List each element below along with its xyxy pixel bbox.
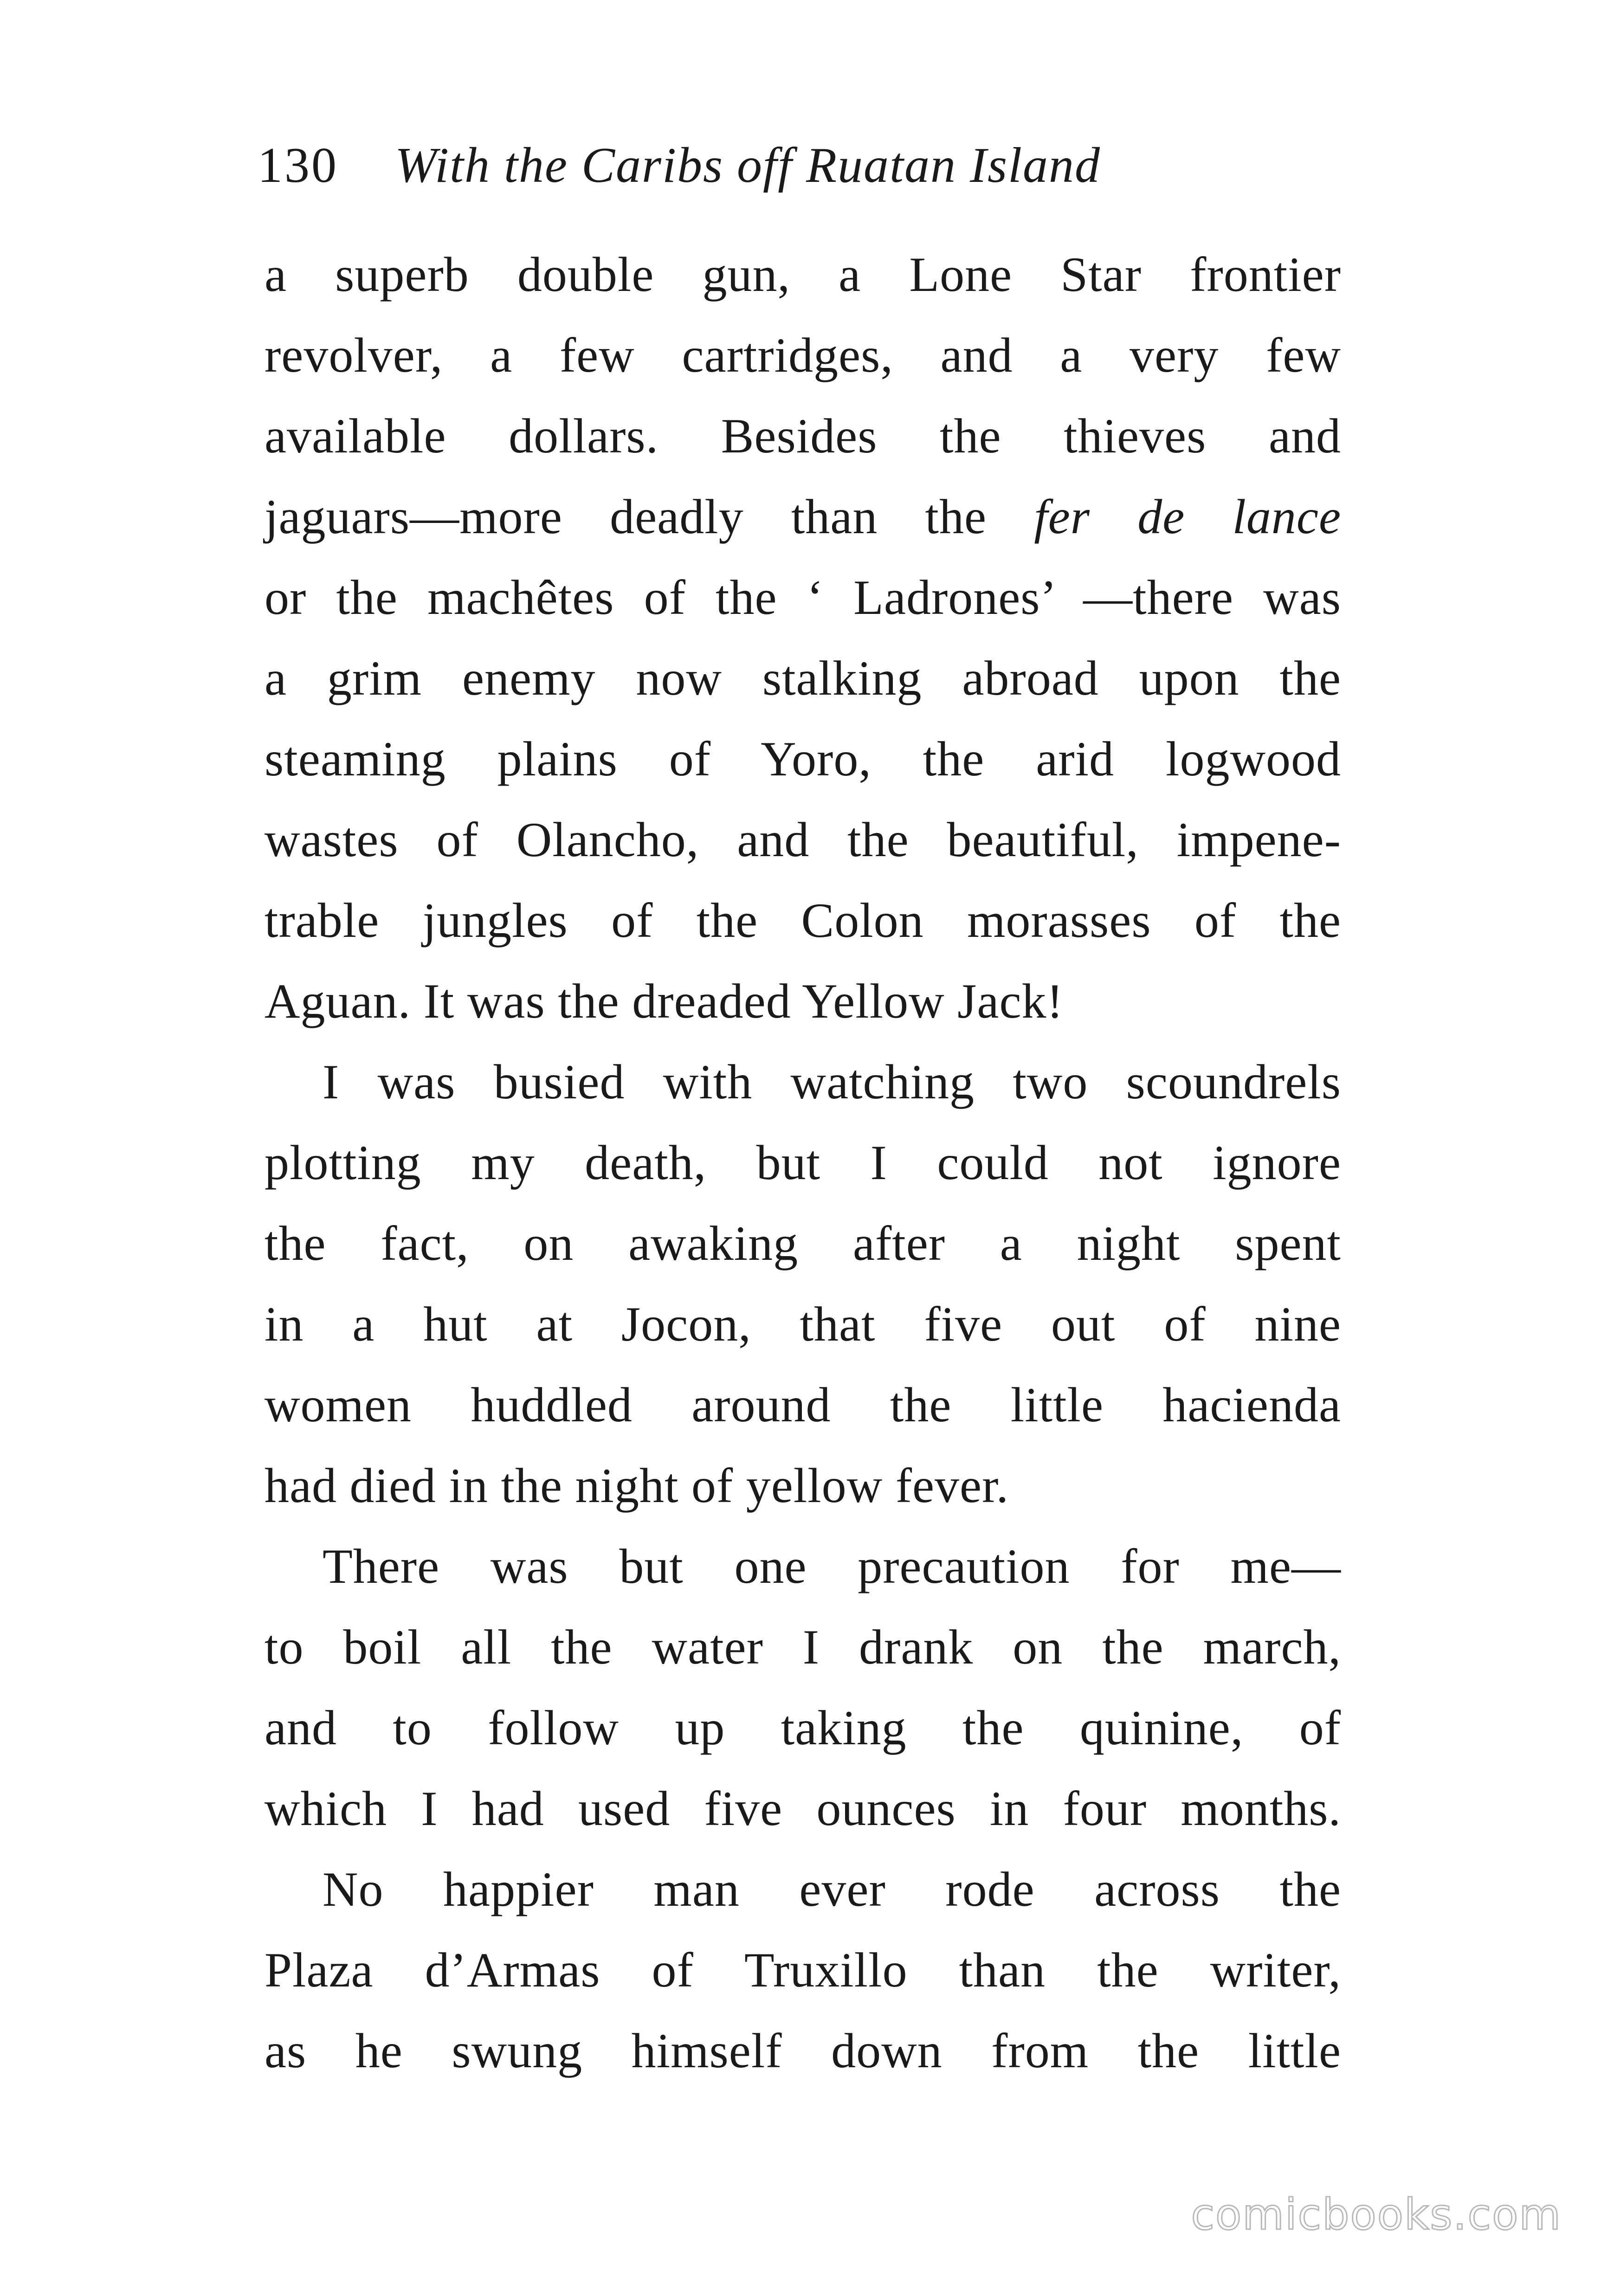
text-line: trable jungles of the Colon morasses of the — [265, 893, 1341, 948]
text-line: There was but one precaution for me— — [323, 1539, 1341, 1593]
watermark: comicbooks.com — [1191, 2190, 1562, 2239]
text-line: women huddled around the little hacienda — [265, 1378, 1341, 1432]
page-number: 130 — [258, 138, 338, 193]
body-text — [265, 234, 1341, 2091]
text-line: I was busied with watching two scoundrels — [323, 1055, 1341, 1109]
text-line: as he swung himself down from the little — [265, 2024, 1341, 2078]
text-line: No happier man ever rode across the — [323, 1862, 1341, 1916]
text-line: in a hut at Jocon, that five out of nine — [265, 1297, 1341, 1351]
text-line: available dollars. Besides the thieves and — [265, 409, 1341, 463]
text-line-with-italic — [265, 477, 1341, 557]
text-line: plotting my death, but I could not ignore — [265, 1135, 1341, 1190]
text-line: a grim enemy now stalking abroad upon the — [265, 651, 1341, 705]
text-line: the fact, on awaking after a night spent — [265, 1216, 1341, 1271]
text-line: a superb double gun, a Lone Star frontier — [265, 247, 1341, 302]
text-line: steaming plains of Yoro, the arid logwood — [265, 732, 1341, 786]
italic-phrase: fer de lance — [1034, 490, 1341, 544]
text-line: to boil all the water I drank on the march, — [265, 1620, 1341, 1674]
text-line: wastes of Olancho, and the beautiful, impene- — [265, 813, 1341, 867]
text-run: jaguars—more deadly than the — [265, 490, 1034, 544]
text-line: revolver, a few cartridges, and a very few — [265, 328, 1341, 382]
text-line: or the machêtes of the ‘ Ladrones’ —there was — [265, 570, 1341, 625]
text-line: had died in the night of yellow fever. — [265, 1458, 1009, 1513]
text-line: Aguan. It was the dreaded Yellow Jack! — [265, 974, 1064, 1028]
text-line: Plaza d’Armas of Truxillo than the writer, — [265, 1943, 1341, 1997]
text-line: which I had used five ounces in four months. — [265, 1781, 1341, 1836]
running-title: With the Caribs off Ruatan Island — [395, 138, 1101, 193]
running-head — [258, 131, 1101, 200]
text-line: and to follow up taking the quinine, of — [265, 1701, 1341, 1755]
